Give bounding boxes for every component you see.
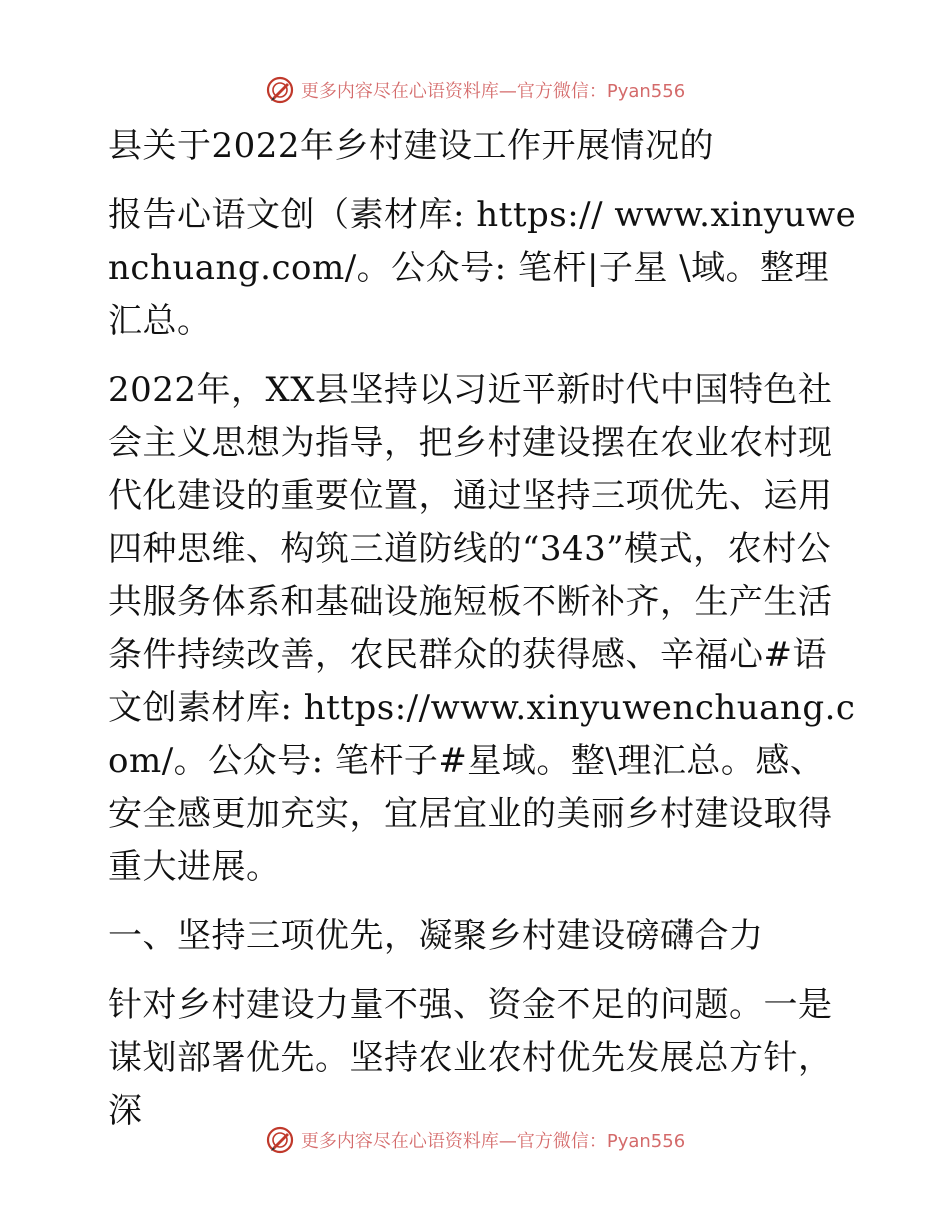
section-heading: 一、坚持三项优先，凝聚乡村建设磅礴合力 — [108, 916, 764, 956]
pen-logo-icon — [265, 1125, 295, 1155]
body-paragraph: 2022年，XX县坚持以习近平新时代中国特色社会主义思想为指导，把乡村建设摆在农业农村现代化建设的重要位置，通过坚持三项优先、运用四种思维、构筑三道防线的“343”模式，农村公共服务体系和基础设施短板不断补齐，生产生活条件持续改善，农民群众的获得感、辛福心#语文创素材库: https://www.xinyuwenchuang.com/。公众号: 笔杆子#星域。整\理汇总。感、安全感更加充实，宜居宜业的美丽乡村建设取得重大进展。 — [108, 370, 856, 887]
document-title-continuation: 报告心语文创（素材库: https:// www.xinyuwenchuang.com/。公众号: 笔杆|子星 \域。整理汇总。 — [108, 195, 857, 341]
pen-logo-icon — [265, 75, 295, 105]
watermark-text: 更多内容尽在心语资料库—官方微信：Pyan556 — [300, 1131, 686, 1152]
body-paragraph-continued: 针对乡村建设力量不强、资金不足的问题。一是谋划部署优先。坚持农业农村优先发展总方针，深 — [108, 985, 833, 1131]
footer-watermark-banner — [0, 1120, 950, 1160]
document-title-line: 县关于2022年乡村建设工作开展情况的 — [108, 126, 715, 166]
watermark-text: 更多内容尽在心语资料库—官方微信：Pyan556 — [300, 81, 686, 102]
document-body — [98, 120, 858, 1131]
header-watermark-banner — [0, 70, 950, 110]
